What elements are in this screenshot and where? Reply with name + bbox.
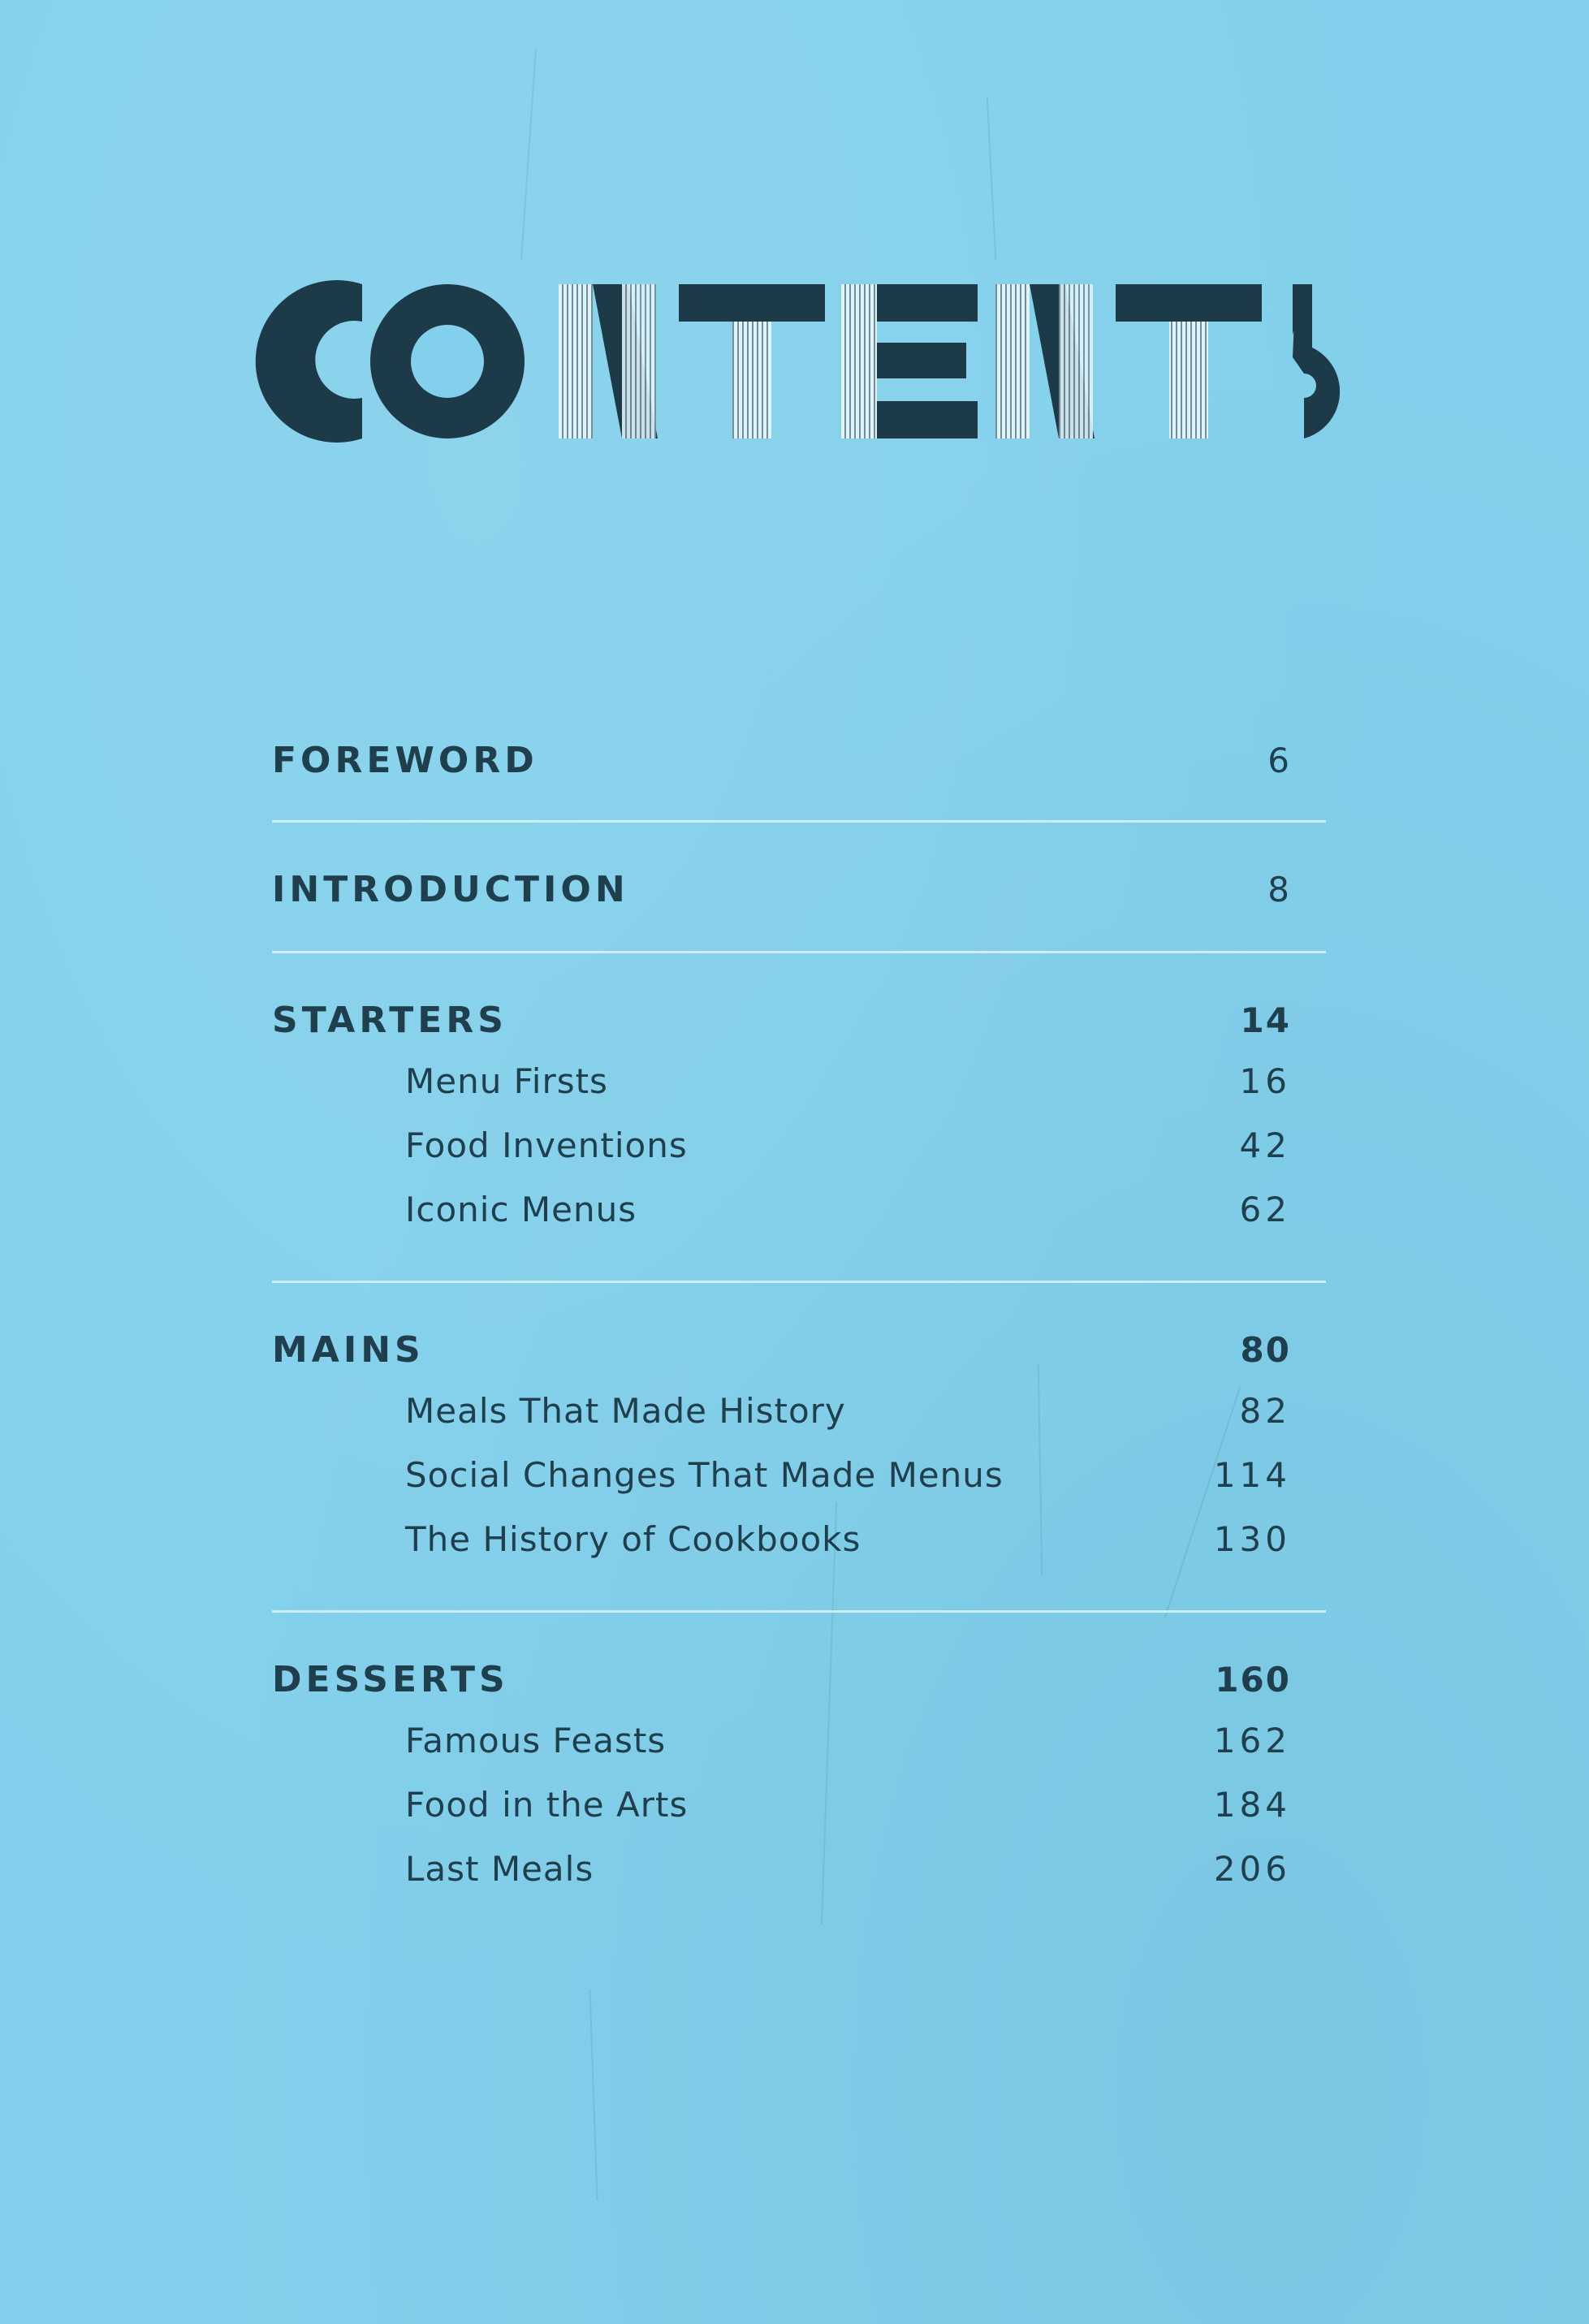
- table-of-contents: [272, 731, 1326, 1901]
- toc-section-label: FOREWORD: [272, 739, 538, 781]
- toc-subentry-label: Menu Firsts: [405, 1061, 608, 1101]
- toc-page-number: 6: [1267, 740, 1291, 780]
- contents-title-lettering: [240, 276, 1354, 447]
- toc-entry[interactable]: [272, 1320, 1326, 1379]
- toc-page-number: 206: [1213, 1849, 1291, 1889]
- toc-page-number: 82: [1239, 1391, 1291, 1431]
- toc-subentry[interactable]: [272, 1049, 1326, 1113]
- toc-section-label: STARTERS: [272, 999, 507, 1041]
- toc-subentry[interactable]: [272, 1837, 1326, 1901]
- toc-subentry-label: Last Meals: [405, 1849, 594, 1889]
- toc-page-number: 62: [1239, 1190, 1291, 1229]
- toc-section-starters: [272, 991, 1326, 1242]
- toc-subentry-label: Meals That Made History: [405, 1391, 846, 1431]
- toc-entry[interactable]: [272, 991, 1326, 1049]
- toc-subentry[interactable]: [272, 1113, 1326, 1177]
- toc-subentry[interactable]: [272, 1379, 1326, 1443]
- toc-section-introduction: [272, 860, 1326, 918]
- toc-page-number: 16: [1239, 1061, 1291, 1101]
- toc-page-number: 8: [1267, 869, 1291, 909]
- toc-section-foreword: [272, 731, 1326, 789]
- toc-subentry-label: Iconic Menus: [405, 1190, 637, 1229]
- page-title: [240, 276, 1354, 447]
- toc-entry[interactable]: [272, 860, 1326, 918]
- toc-section-mains: [272, 1320, 1326, 1571]
- toc-subentry-label: Food in the Arts: [405, 1785, 689, 1825]
- toc-subentry-label: The History of Cookbooks: [405, 1519, 861, 1559]
- toc-page-number: 130: [1213, 1519, 1291, 1559]
- toc-page-number: 42: [1239, 1125, 1291, 1165]
- toc-page-number: 80: [1240, 1329, 1291, 1370]
- toc-page-number: 162: [1213, 1721, 1291, 1760]
- toc-page-number: 114: [1213, 1455, 1291, 1495]
- toc-page-number: 160: [1215, 1659, 1291, 1700]
- toc-subentry[interactable]: [272, 1443, 1326, 1507]
- toc-section-label: DESSERTS: [272, 1658, 509, 1700]
- toc-subentry[interactable]: [272, 1177, 1326, 1242]
- toc-entry[interactable]: [272, 1650, 1326, 1708]
- toc-section-label: MAINS: [272, 1328, 425, 1371]
- toc-entry[interactable]: [272, 731, 1326, 789]
- toc-subentry[interactable]: [272, 1708, 1326, 1773]
- toc-subentry[interactable]: [272, 1507, 1326, 1571]
- toc-subentry-label: Famous Feasts: [405, 1721, 667, 1760]
- toc-section-label: INTRODUCTION: [272, 868, 629, 910]
- toc-subentry[interactable]: [272, 1773, 1326, 1837]
- toc-page-number: 14: [1240, 1000, 1291, 1040]
- toc-subentry-label: Social Changes That Made Menus: [405, 1455, 1004, 1495]
- toc-section-desserts: [272, 1650, 1326, 1901]
- toc-page-number: 184: [1213, 1785, 1291, 1825]
- toc-subentry-label: Food Inventions: [405, 1125, 688, 1165]
